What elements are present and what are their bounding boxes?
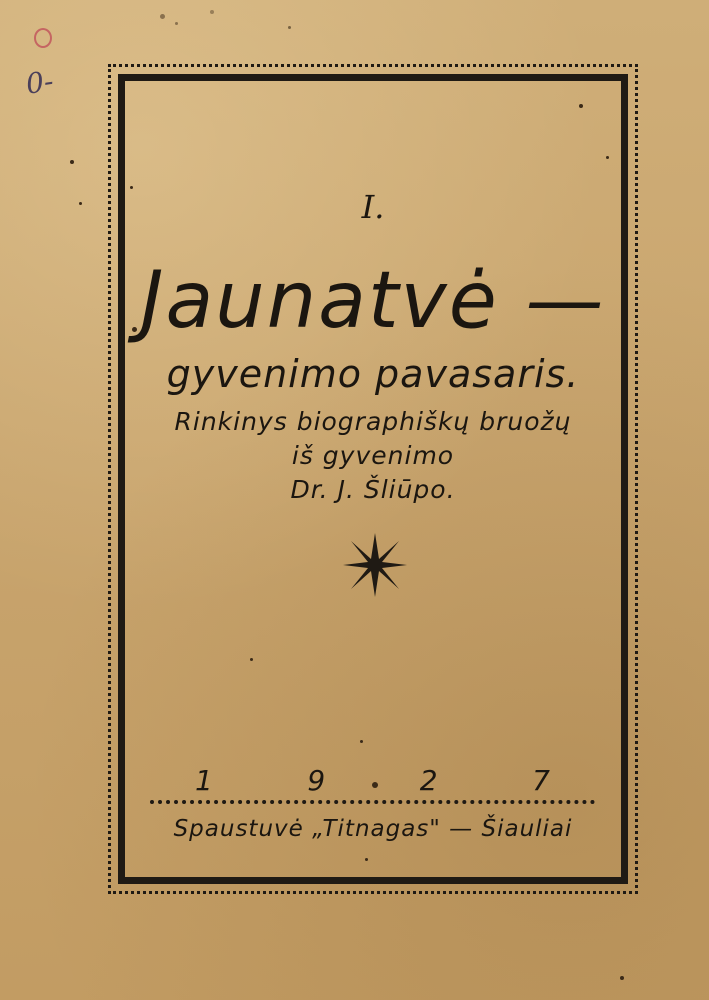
dotted-rule bbox=[150, 800, 595, 804]
year-digit: 9 bbox=[307, 764, 326, 797]
year-digit: 2 bbox=[419, 764, 438, 797]
volume-number: I. bbox=[361, 188, 385, 226]
paper-speck bbox=[175, 22, 178, 25]
year-digit: 7 bbox=[532, 764, 550, 797]
paper-speck bbox=[288, 26, 291, 29]
title-line-2: gyvenimo pavasaris. bbox=[166, 352, 580, 396]
paper-speck bbox=[70, 160, 74, 164]
subtitle-line-2: iš gyvenimo bbox=[291, 441, 455, 470]
subtitle-line-1: Rinkinys biographiškų bruožų bbox=[174, 407, 572, 436]
paper-speck bbox=[210, 10, 214, 14]
author-line: Dr. J. Šliūpo. bbox=[290, 475, 456, 504]
paper-speck bbox=[160, 14, 165, 19]
paper-speck bbox=[620, 976, 624, 980]
printer-imprint: Spaustuvė „Titnagas" — Šiauliai bbox=[173, 816, 573, 842]
star-ornament-icon bbox=[343, 533, 407, 597]
red-ink-mark bbox=[34, 28, 52, 48]
title-line-1: Jaunatvė — bbox=[140, 256, 606, 346]
paper-speck bbox=[79, 202, 82, 205]
year-digit: 1 bbox=[195, 764, 213, 797]
publication-year bbox=[150, 764, 595, 797]
pencil-annotation: 0- bbox=[23, 64, 56, 101]
